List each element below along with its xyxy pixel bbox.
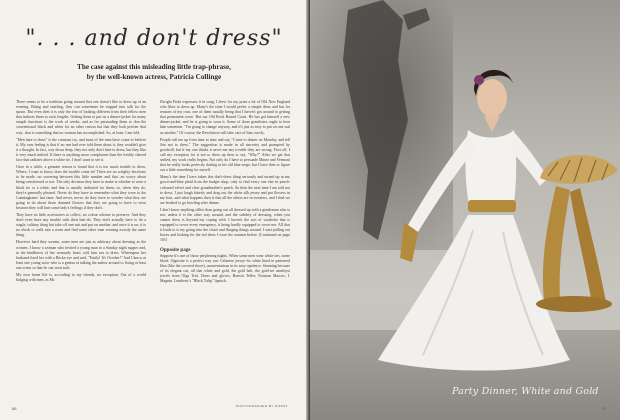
article-subhead xyxy=(40,62,268,82)
paragraph: People call me up from time to time and say, "Come to dinner on Monday, and tell Jim not to dress." The suggestion is made in all sincerity and prompted by goodwill, but if my one thinks it saves me any trouble they are wrong. First off, I call my exception for it not to dress up then to say, "Why?" After we get that settled, my work really begins. Not only do I have to persuade Maine and Vermont that he really looks perfectly darling in his old blue serge, but I have then to figure out a little something for myself. xyxy=(160,137,290,173)
hair-flower xyxy=(474,75,484,85)
photo-illustration xyxy=(308,0,620,420)
gold-belt xyxy=(468,200,516,212)
paragraph: There seems to be a tradition going around that one doesn't like to dress up of an evening. Biting and snarling, they can sometimes be trapped into talk for the spoon. But even then it is only the fear of looking different from their fellow men that induces them to such lengths. Getting them to put on a dinner-jacket for many simple functions is the work of weeks, and as for persuading them to don the conventional black and white for an other reason but that they look prettier that way...that is something that no woman has accomplished. So, at least, I am told. xyxy=(16,100,146,135)
left-page xyxy=(0,0,308,420)
fashion-photograph xyxy=(308,0,620,420)
text-column-1 xyxy=(16,100,146,285)
chair-leg xyxy=(543,186,570,300)
fresco-figure xyxy=(343,0,408,240)
page-gutter xyxy=(306,0,310,420)
paragraph: Once in a while, a genuine reason is found that it is too much trouble to dress. Where, I want to know, does the trouble come in? There are no weighty decisions to be made...no wavering between this little number and that...no worry about being overdressed or not. The only decision they have to make is whether to wear a black tie or a white, and that is usually indicated for them; so, when they do, they're generally pleased. Never do they have to remember what they wore to the Cunninghams' last time. And never, never, do they have to wonder what they are going to do about those damned flowers that they are going to have to wear because they will hurt some lady's feelings if they don't. xyxy=(16,165,146,210)
text-column-2 xyxy=(160,100,290,286)
model-neck xyxy=(484,116,500,132)
paragraph: Many's the time I have taken this don't-dress thing seriously and turned up in my gown-and-blue plaid from the budget shop, only to find every one else in peach-coloured velvet and clear grandmother's pearls. So then the next time I am told not to dress, I just laugh bitterly and drag out the white silk jersey and put flowers in my hair...and what happens then is that all the others are in sweaters, and I find we are booked to go bowling after dinner. xyxy=(160,175,290,205)
photo-credit: PHOTOGRAPHED BY HORST xyxy=(236,404,289,408)
chair-base xyxy=(536,296,612,312)
fresco-figure-arm xyxy=(403,8,430,30)
gown-bodice xyxy=(465,130,516,212)
paragraph: "Men hate to dress" is the constant cry, and most of the men have come to believe it. My own feeling is that if no one had ever told them about it, they wouldn't give it a thought. In fact, way down deep, they not only don't hate to dress, but they like it very much indeed. If there is anything more complacent than the freshly shaved face that radiates above a white tie, I don't want to see it. xyxy=(16,137,146,163)
article-headline: ". . . and don't dress" xyxy=(25,26,283,51)
opposite-page-caption: Suppose it's one of those perplexing nights. When some men wear white ties, some black. Opposite is a perfect way out: Celanese jersey--its white lined in patterned blue (like the covered shoes), unostentatious in its easy opulence. Stunning because of its elegant cut, all that white and gold, the gold belt, the gold-set amethyst jewels from Olga Tritt. Dress and gloves; Bonwit Teller; Norman Marcus; I. Magnin. Lentheric's "Black Tulip" lipstick. xyxy=(160,253,290,284)
subhead-line-2: by the well-known actress, Patricia Collinge xyxy=(86,73,222,81)
page-number-left: 66 xyxy=(12,406,17,411)
paragraph: They have no little accessories to collect, no colour scheme to preserve. And they don't even have any trouble with their hair-do. They don't actually have to do a single, solitary thing but take off one suit and put on another, and once it is on, it is no shock to walk into a room and find some other man wearing exactly the same thing. xyxy=(16,212,146,238)
chair-leg xyxy=(570,188,606,304)
photo-caption: Party Dinner, White and Gold xyxy=(452,386,599,397)
left-sleeve xyxy=(408,135,476,232)
paragraph: My own home life is, according to my friends, no exception. Out of a world bulging with men, as Mr. xyxy=(16,273,146,283)
paragraph: Dwight Fiske expresses it in song, I drew for my prize a bit of Old New England who likes to dress up. Many's the time I would prefer a simple dress and but for reasons of my own, one of them usually being that I haven't got around to getting that permanent wave. But our Old Rock Bound Coast. He has got himself a new dinner-jacket, and he is going to wear it. Some of those grandsires ought to hear him sometime. "I'm going to change anyway, and it's just as easy to put on one suit as another." Of course, the Revolution will take care of him, nicely. xyxy=(160,100,290,135)
subhead-line-1: The case against this misleading little trap-phrase, xyxy=(77,63,231,71)
paragraph: However hard they scream, some men are just as arbitrary about dressing as the women. I know a woman who invited a young man to a Sunday night supper and, in the kindliness of her womanly heart, told him not to dress. Whereupon her husband fixed her with a Becke eye and said, "Emily! It's October!" And I know at least one young actor who is a genius at talking the author around to fixing at least one scene so that he can wear tails. xyxy=(16,240,146,270)
paragraph: I don't know anything sillier than going out all dressed up with a gentleman who is not, unless it is the other way around, and the subtlety of dressing, when you cannot dress is beyond my coping with. I haven't the sort of wardrobe that is equipped to cover every emergency, it being hardly equipped to cover me. All that it leads to is my going into the closet and flinging things around. I start pulling out boxes and looking for the red dress I wore the autumn before. (Continued on page 101) xyxy=(160,207,290,243)
page-number-right: 67 xyxy=(602,406,607,411)
model-face xyxy=(477,79,507,117)
opposite-page-heading: Opposite page xyxy=(160,247,191,253)
